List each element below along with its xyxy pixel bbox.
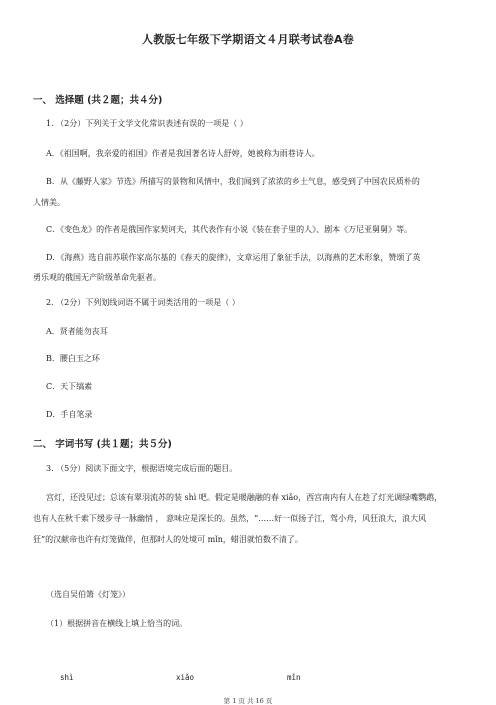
passage-line-1: 宫灯，还没见过；总该有翠羽流苏的装 shì 吧。假定是暖融融的春 xiǎo，西宫南内有人在趁了灯光调绿嘴鹦鹉， (46, 493, 443, 502)
question-2-option-c: C．天下缟素 (46, 382, 93, 391)
passage-line-2: 也有人在秋千索下缓步寻一脉幽悄 ， 意味应是深长的。虽然，“……好一似扬子江，驾小舟，风狂浪大，浪大风 (33, 514, 427, 523)
page-footer: 第 1 页 共 16 页 (223, 697, 273, 705)
question-2-option-a: A．贤者能勿丧耳 (46, 327, 108, 336)
pinyin-prompt-3: mǐn (287, 673, 301, 682)
question-3-stem: 3. （5分）阅读下面文字，根据语境完成后面的题目。 (46, 464, 238, 473)
section-heading-choice: 一、 选择题 (共２题；共４分) (33, 95, 163, 106)
section-heading-writing: 二、 字词书写 (共１题；共５分) (33, 439, 172, 450)
document-title: 人教版七年级下学期语文４月联考试卷A卷 (141, 33, 355, 46)
question-1-stem: 1. （2分）下列关于文学文化常识表述有误的一项是（ ） (46, 119, 248, 128)
question-1-option-b: B．从《藤野人家》节选》所描写的景物和风情中，我们闻到了浓浓的乡土气息，感受到了中国农民质朴的 (46, 177, 420, 186)
passage-source: （选自吴伯箫《灯笼》） (46, 590, 130, 599)
question-1-option-d: D．《海燕》选自前苏联作家高尔基的《春天的旋律》，文章运用了象征手法，以海燕的艺术形象，赞颂了英 (46, 253, 421, 262)
question-2-stem: 2. （2分）下列划线词语不属于词类活用的一项是（ ） (46, 298, 240, 307)
question-2-option-b: B．腰白玉之环 (46, 354, 100, 363)
pinyin-prompt-1: shì (60, 673, 74, 682)
passage-line-3: 狂”的汉献帝也许有灯笼做伴，但那时人的处境可 mǐn，蜡泪就怕数不清了。 (33, 535, 303, 544)
question-1-option-b-cont: 人情美。 (33, 198, 65, 207)
question-1-option-a: A．《祖国啊，我亲爱的祖国》作者是我国著名诗人舒婷，她被称为雨巷诗人。 (46, 149, 320, 158)
question-1-option-c: C．《变色龙》的作者是俄国作家契诃夫，其代表作有小说《装在套子里的人》、剧本《万尼亚舅舅》等。 (46, 225, 413, 234)
question-1-option-d-cont: 勇乐观的俄国无产阶级革命先驱者。 (33, 273, 161, 282)
question-2-option-d: D．手自笔录 (46, 410, 93, 419)
question-3-sub-1: （1）根据拼音在横线上填上恰当的词。 (46, 619, 188, 628)
pinyin-prompt-2: xiǎo (176, 673, 195, 682)
